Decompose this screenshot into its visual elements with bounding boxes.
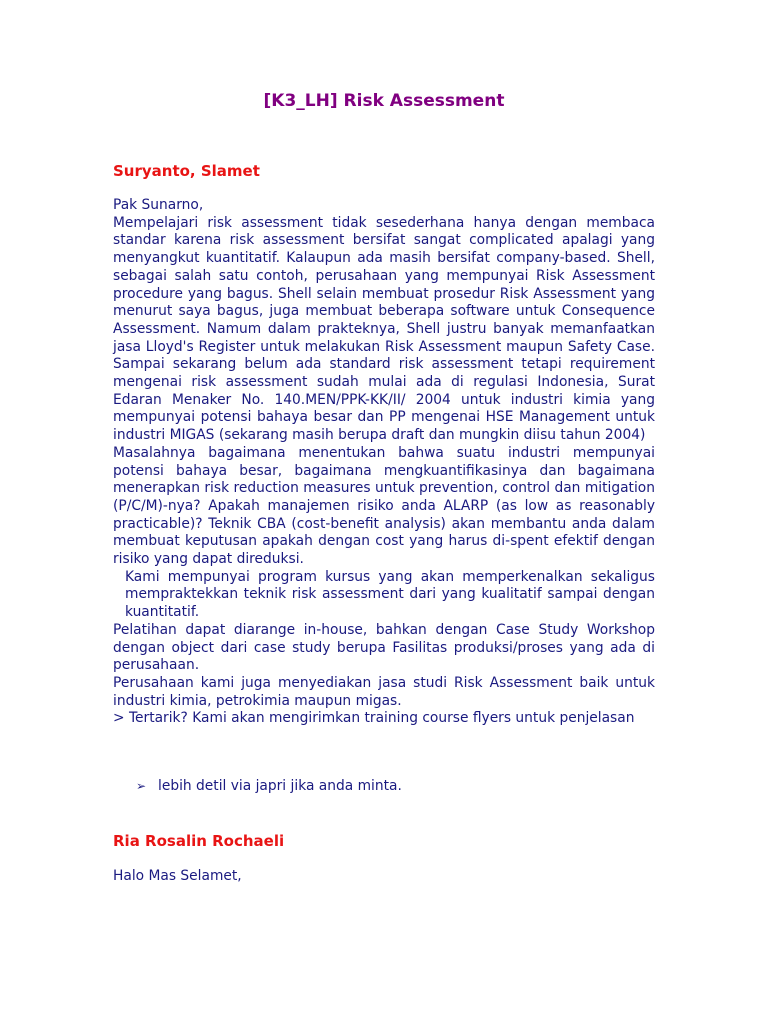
post-greeting: Pak Sunarno,	[113, 197, 204, 213]
arrow-bullet-icon: ➢	[136, 779, 147, 793]
document-title: [K3_LH] Risk Assessment	[263, 91, 505, 111]
post-greeting: Halo Mas Selamet,	[113, 868, 242, 884]
post-paragraph: Perusahaan kami juga menyediakan jasa studi Risk Assessment baik untuk industri kimia, petrokimia maupun migas.	[113, 674, 655, 709]
bullet-text: lebih detil via japri jika anda minta.	[158, 778, 402, 794]
post-body	[113, 197, 655, 728]
post-paragraph: Masalahnya bagaimana menentukan bahwa suatu industri mempunyai potensi bahaya besar, bagaimana mengkuantifikasinya dan bagaimana menerapkan risk reduction measures untuk prevention, control dan mitigation (P/C/M)-nya? Apakah manajemen risiko anda ALARP (as low as reasonably practicable)? Teknik CBA (cost-benefit analysis) akan membantu anda dalam membuat keputusan apakah dengan cost yang harus di-spent efektif dengan risiko yang dapat direduksi.	[113, 444, 655, 568]
bullet-item	[136, 778, 402, 796]
post-author: Suryanto, Slamet	[113, 162, 260, 180]
post-paragraph: Kami mempunyai program kursus yang akan memperkenalkan sekaligus mempraktekkan teknik risk assessment dari yang kualitatif sampai dengan kuantitatif.	[125, 568, 655, 621]
post-paragraph: Mempelajari risk assessment tidak sesederhana hanya dengan membaca standar karena risk assessment bersifat sangat complicated apalagi yang menyangkut kuantitatif. Kalaupun ada masih bersifat company-based. Shell, sebagai salah satu contoh, perusahaan yang mempunyai Risk Assessment procedure yang bagus. Shell selain membuat prosedur Risk Assessment yang menurut saya bagus, juga membuat beberapa software untuk Consequence Assessment. Namum dalam prakteknya, Shell justru banyak memanfaatkan jasa Lloyd's Register untuk melakukan Risk Assessment maupun Safety Case. Sampai sekarang belum ada standard risk assessment tetapi requirement mengenai risk assessment sudah mulai ada di regulasi Indonesia, Surat Edaran Menaker No. 140.MEN/PPK-KK/II/ 2004 untuk industri kimia yang mempunyai potensi bahaya besar dan PP mengenai HSE Management untuk industri MIGAS (sekarang masih berupa draft dan mungkin diisu tahun 2004)	[113, 214, 655, 444]
post-paragraph: Pelatihan dapat diarange in-house, bahkan dengan Case Study Workshop dengan object dari case study berupa Fasilitas produksi/proses yang ada di perusahaan.	[113, 621, 655, 674]
post-author: Ria Rosalin Rochaeli	[113, 832, 285, 850]
post-paragraph: > Tertarik? Kami akan mengirimkan training course flyers untuk penjelasan	[113, 710, 635, 727]
